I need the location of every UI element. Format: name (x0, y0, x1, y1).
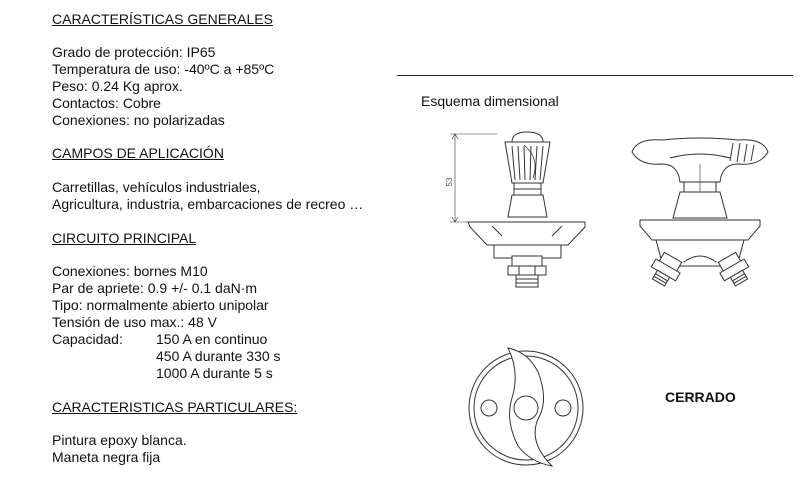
capacity-330s: 450 A durante 330 s (156, 348, 281, 364)
particular-heading: CARACTERISTICAS PARTICULARES: (52, 399, 298, 415)
application-line-2: Agricultura, industria, embarcaciones de recreo … (52, 196, 364, 212)
spec-temperature: Temperatura de uso: -40ºC a +85ºC (52, 61, 275, 77)
capacity-continuous: 150 A en continuo (156, 331, 268, 347)
spec-weight: Peso: 0.24 Kg aprox. (52, 78, 183, 94)
drawing-title: Esquema dimensional (421, 93, 559, 109)
spec-connections: Conexiones: no polarizadas (52, 112, 225, 128)
top-view-drawing (469, 348, 583, 466)
circuit-terminals: Conexiones: bornes M10 (52, 263, 208, 279)
circuit-heading: CIRCUITO PRINCIPAL (52, 230, 197, 246)
circuit-voltage: Tensión de uso max.: 48 V (52, 314, 217, 330)
spec-contacts: Contactos: Cobre (52, 95, 161, 111)
application-line-1: Carretillas, vehículos industriales, (52, 179, 261, 195)
particular-handle: Maneta negra fija (52, 449, 161, 465)
front-view-drawing (632, 138, 768, 289)
capacity-label: Capacidad: (52, 331, 123, 347)
capacity-5s: 1000 A durante 5 s (156, 365, 273, 381)
dimension-label: 53 (445, 177, 454, 187)
circuit-type: Tipo: normalmente abierto unipolar (52, 297, 269, 313)
circuit-torque: Par de apriete: 0.9 +/- 0.1 daN·m (52, 280, 258, 296)
side-view-drawing (450, 132, 585, 287)
applications-heading: CAMPOS DE APLICACIÓN (52, 145, 224, 161)
particular-paint: Pintura epoxy blanca. (52, 432, 187, 448)
general-heading: CARACTERÍSTICAS GENERALES (52, 11, 273, 27)
state-label: CERRADO (665, 389, 736, 405)
spec-protection: Grado de protección: IP65 (52, 44, 216, 60)
